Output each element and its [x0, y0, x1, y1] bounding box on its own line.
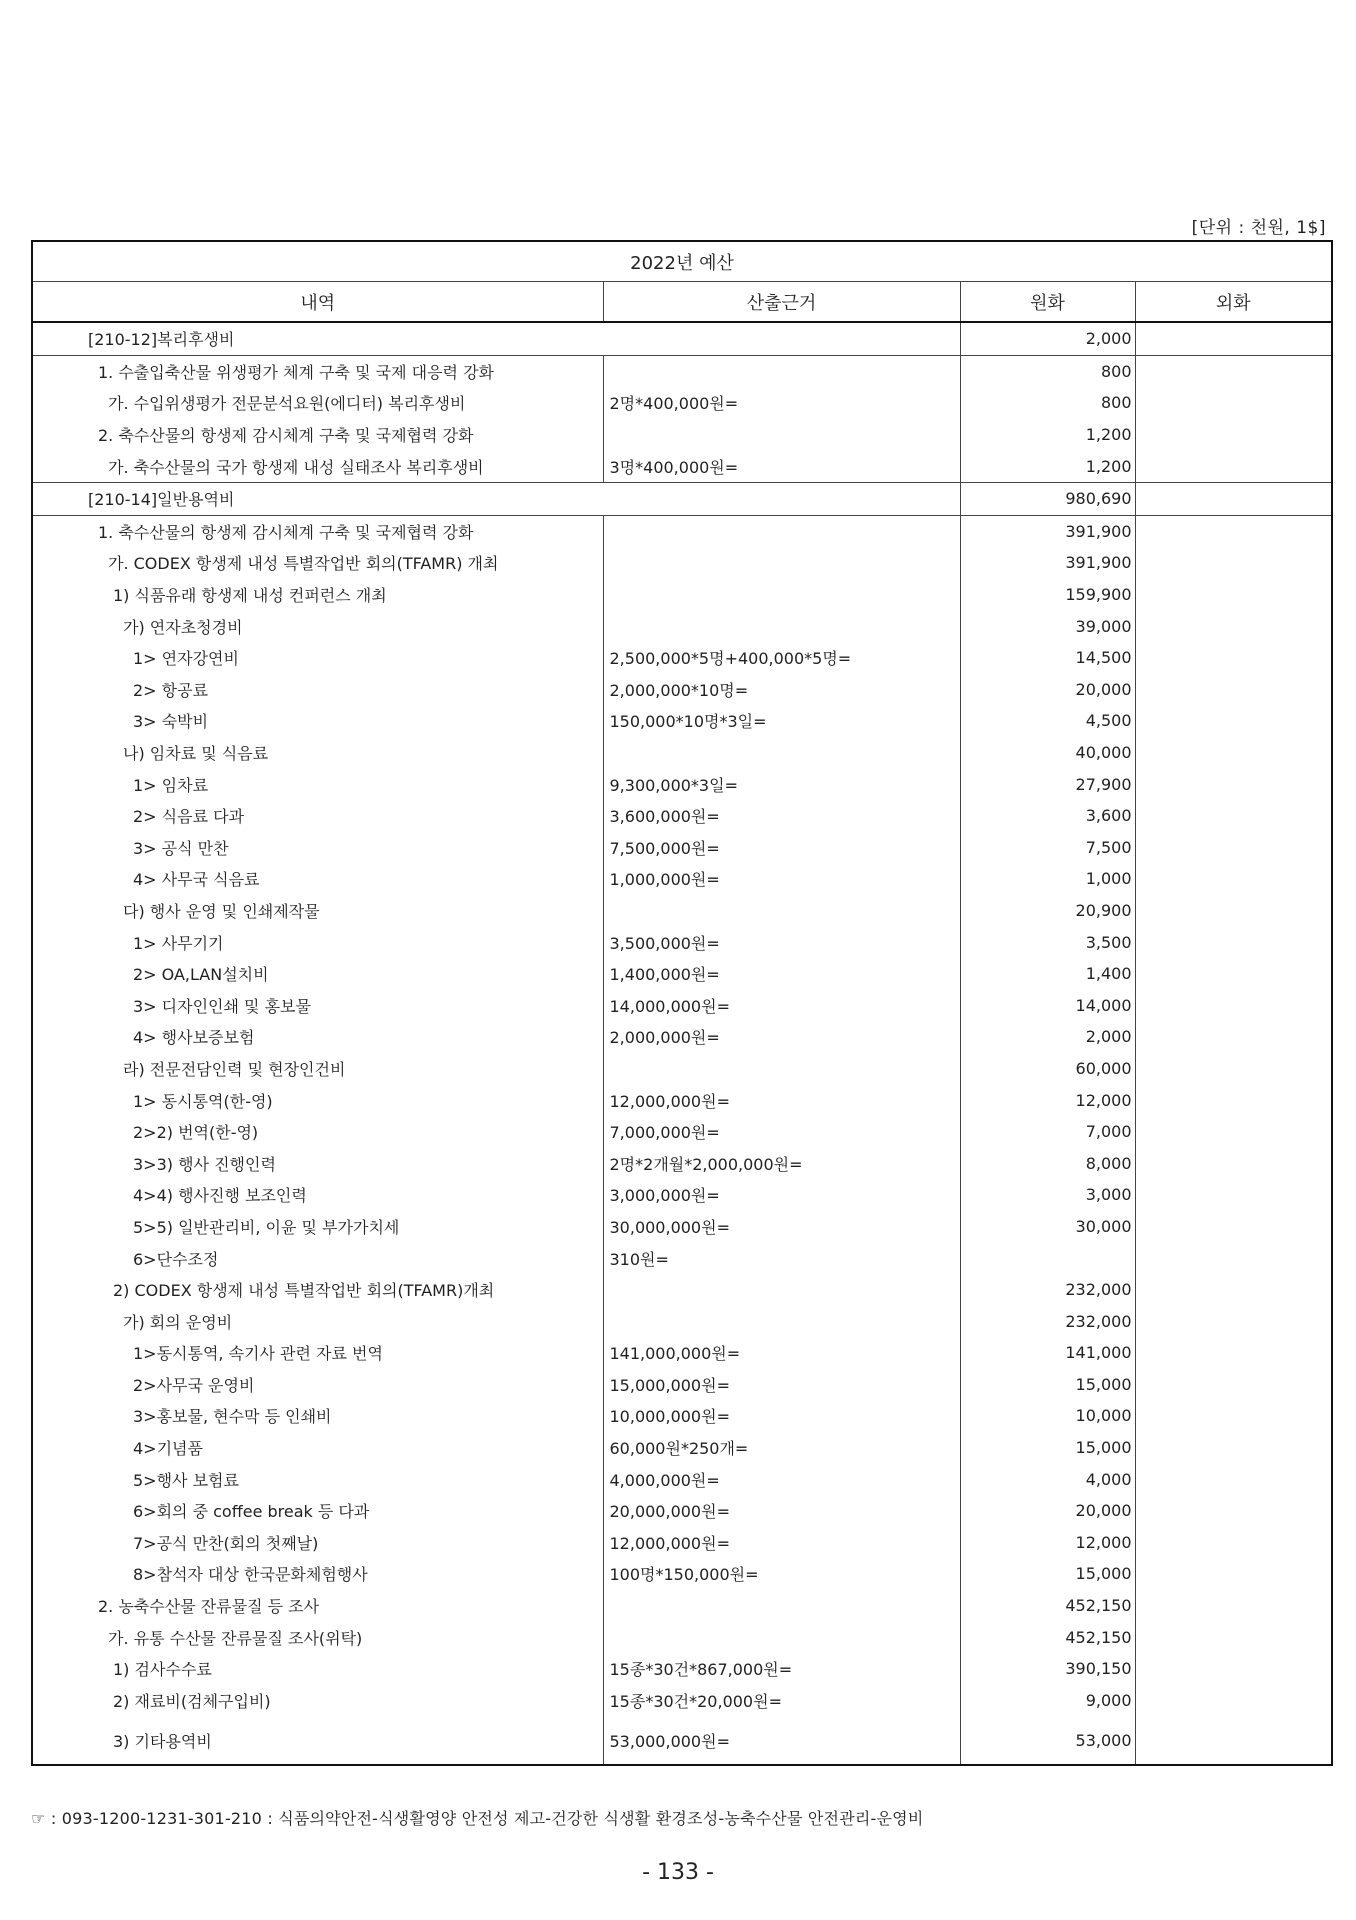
row-description: [210-14]일반용역비	[32, 482, 960, 515]
row-krw: 14,500	[960, 642, 1135, 674]
header-description: 내역	[32, 282, 603, 323]
row-foreign	[1135, 705, 1332, 737]
row-description: 라) 전문전담인력 및 현장인건비	[32, 1053, 603, 1085]
table-row	[32, 1274, 1332, 1306]
row-foreign	[1135, 737, 1332, 769]
row-foreign	[1135, 958, 1332, 990]
row-description: 1) 식품유래 항생제 내성 컨퍼런스 개최	[32, 579, 603, 611]
row-krw: 15,000	[960, 1558, 1135, 1590]
row-description: 3>3) 행사 진행인력	[32, 1147, 603, 1179]
row-foreign	[1135, 1211, 1332, 1243]
row-foreign	[1135, 1527, 1332, 1559]
row-description: 1. 수출입축산물 위생평가 체계 구축 및 국제 대응력 강화	[32, 355, 603, 387]
table-row	[32, 387, 1332, 419]
row-basis	[603, 355, 960, 387]
row-krw: 800	[960, 387, 1135, 419]
row-krw: 20,000	[960, 674, 1135, 706]
row-basis: 7,500,000원=	[603, 832, 960, 864]
row-basis	[603, 515, 960, 547]
table-row	[32, 1463, 1332, 1495]
row-krw: 10,000	[960, 1400, 1135, 1432]
row-description: 가. 축수산물의 국가 항생제 내성 실태조사 복리후생비	[32, 450, 603, 482]
row-krw: 60,000	[960, 1053, 1135, 1085]
table-row	[32, 989, 1332, 1021]
row-foreign	[1135, 515, 1332, 547]
table-row	[32, 1653, 1332, 1685]
row-basis: 2명*400,000원=	[603, 387, 960, 419]
row-foreign	[1135, 832, 1332, 864]
row-foreign	[1135, 1084, 1332, 1116]
row-basis: 14,000,000원=	[603, 989, 960, 1021]
row-basis	[603, 1053, 960, 1085]
table-row	[32, 1400, 1332, 1432]
row-krw: 2,000	[960, 1021, 1135, 1053]
row-basis: 10,000,000원=	[603, 1400, 960, 1432]
table-row	[32, 1337, 1332, 1369]
row-description: 1) 검사수수료	[32, 1653, 603, 1685]
row-basis	[603, 1274, 960, 1306]
page-number: - 133 -	[642, 1860, 714, 1885]
unit-label: [단위 : 천원, 1$]	[1191, 218, 1326, 238]
table-row	[32, 863, 1332, 895]
row-krw	[960, 1242, 1135, 1274]
row-description: 1>동시통역, 속기사 관련 자료 번역	[32, 1337, 603, 1369]
category-row	[32, 322, 1332, 355]
row-foreign	[1135, 1305, 1332, 1337]
table-row	[32, 355, 1332, 387]
row-description: 1> 임차료	[32, 768, 603, 800]
row-foreign	[1135, 1179, 1332, 1211]
row-description: 5>행사 보험료	[32, 1463, 603, 1495]
row-krw: 27,900	[960, 768, 1135, 800]
row-foreign	[1135, 387, 1332, 419]
row-foreign	[1135, 355, 1332, 387]
table-body	[32, 322, 1332, 1765]
row-krw: 2,000	[960, 322, 1135, 355]
table-row	[32, 1716, 1332, 1765]
row-krw: 30,000	[960, 1211, 1135, 1243]
row-description: 3> 숙박비	[32, 705, 603, 737]
row-basis: 4,000,000원=	[603, 1463, 960, 1495]
row-krw: 14,000	[960, 989, 1135, 1021]
row-basis	[603, 547, 960, 579]
row-description: 1> 사무기기	[32, 926, 603, 958]
row-foreign	[1135, 768, 1332, 800]
row-description: 7>공식 만찬(회의 첫째날)	[32, 1527, 603, 1559]
row-basis: 141,000,000원=	[603, 1337, 960, 1369]
row-description: 2. 축수산물의 항생제 감시체계 구축 및 국제협력 강화	[32, 419, 603, 451]
row-basis: 2,500,000*5명+400,000*5명=	[603, 642, 960, 674]
row-foreign	[1135, 800, 1332, 832]
row-krw: 3,000	[960, 1179, 1135, 1211]
row-description: 가. CODEX 항생제 내성 특별작업반 회의(TFAMR) 개최	[32, 547, 603, 579]
table-row	[32, 1053, 1332, 1085]
row-basis: 100명*150,000원=	[603, 1558, 960, 1590]
row-basis: 3,000,000원=	[603, 1179, 960, 1211]
row-krw: 12,000	[960, 1084, 1135, 1116]
row-foreign	[1135, 1274, 1332, 1306]
row-basis	[603, 579, 960, 611]
table-row	[32, 515, 1332, 547]
table-row	[32, 610, 1332, 642]
table-row	[32, 642, 1332, 674]
row-krw: 15,000	[960, 1432, 1135, 1464]
row-foreign	[1135, 989, 1332, 1021]
row-foreign	[1135, 863, 1332, 895]
row-foreign	[1135, 1242, 1332, 1274]
row-krw: 391,900	[960, 547, 1135, 579]
row-krw: 4,500	[960, 705, 1135, 737]
row-description: 2> 항공료	[32, 674, 603, 706]
row-description: 2) CODEX 항생제 내성 특별작업반 회의(TFAMR)개최	[32, 1274, 603, 1306]
table-row	[32, 1147, 1332, 1179]
row-foreign	[1135, 450, 1332, 482]
row-description: 가) 연자초청경비	[32, 610, 603, 642]
row-krw: 452,150	[960, 1621, 1135, 1653]
row-foreign	[1135, 1116, 1332, 1148]
table-row	[32, 768, 1332, 800]
row-krw: 53,000	[960, 1716, 1135, 1765]
row-description: 1> 동시통역(한-영)	[32, 1084, 603, 1116]
row-basis: 53,000,000원=	[603, 1716, 960, 1765]
row-description: 4> 사무국 식음료	[32, 863, 603, 895]
row-foreign	[1135, 1147, 1332, 1179]
row-foreign	[1135, 1053, 1332, 1085]
row-description: 6>단수조정	[32, 1242, 603, 1274]
row-basis: 1,000,000원=	[603, 863, 960, 895]
row-description: 가. 유통 수산물 잔류물질 조사(위탁)	[32, 1621, 603, 1653]
row-krw: 7,500	[960, 832, 1135, 864]
table-row	[32, 737, 1332, 769]
row-foreign	[1135, 1495, 1332, 1527]
row-foreign	[1135, 1621, 1332, 1653]
row-basis: 2,000,000*10명=	[603, 674, 960, 706]
row-foreign	[1135, 1400, 1332, 1432]
row-foreign	[1135, 547, 1332, 579]
table-row	[32, 1179, 1332, 1211]
row-foreign	[1135, 642, 1332, 674]
row-foreign	[1135, 322, 1332, 355]
row-foreign	[1135, 1463, 1332, 1495]
row-description: 3) 기타용역비	[32, 1716, 603, 1765]
row-krw: 141,000	[960, 1337, 1135, 1369]
row-basis	[603, 1590, 960, 1622]
row-krw: 8,000	[960, 1147, 1135, 1179]
row-description: 6>회의 중 coffee break 등 다과	[32, 1495, 603, 1527]
row-krw: 12,000	[960, 1527, 1135, 1559]
row-basis: 3,500,000원=	[603, 926, 960, 958]
row-foreign	[1135, 1021, 1332, 1053]
row-description: 가. 수입위생평가 전문분석요원(에디터) 복리후생비	[32, 387, 603, 419]
row-basis: 150,000*10명*3일=	[603, 705, 960, 737]
row-krw: 390,150	[960, 1653, 1135, 1685]
row-basis: 60,000원*250개=	[603, 1432, 960, 1464]
row-description: 4>기념품	[32, 1432, 603, 1464]
row-foreign	[1135, 1653, 1332, 1685]
row-krw: 452,150	[960, 1590, 1135, 1622]
row-basis	[603, 1305, 960, 1337]
table-row	[32, 832, 1332, 864]
row-krw: 4,000	[960, 1463, 1135, 1495]
table-row	[32, 674, 1332, 706]
row-basis: 12,000,000원=	[603, 1084, 960, 1116]
table-row	[32, 1305, 1332, 1337]
table-row	[32, 1685, 1332, 1717]
row-basis	[603, 737, 960, 769]
table-row	[32, 895, 1332, 927]
table-row	[32, 1211, 1332, 1243]
category-row	[32, 482, 1332, 515]
row-description: 2) 재료비(검체구입비)	[32, 1685, 603, 1717]
row-krw: 232,000	[960, 1274, 1135, 1306]
row-basis: 2명*2개월*2,000,000원=	[603, 1147, 960, 1179]
budget-table-container	[31, 240, 1331, 1766]
row-basis: 15종*30건*20,000원=	[603, 1685, 960, 1717]
row-krw: 20,900	[960, 895, 1135, 927]
row-krw: 800	[960, 355, 1135, 387]
row-basis: 15종*30건*867,000원=	[603, 1653, 960, 1685]
row-krw: 20,000	[960, 1495, 1135, 1527]
row-description: 3> 디자인인쇄 및 홍보물	[32, 989, 603, 1021]
table-title: 2022년 예산	[32, 241, 1332, 282]
row-foreign	[1135, 1369, 1332, 1401]
row-basis: 7,000,000원=	[603, 1116, 960, 1148]
table-row	[32, 579, 1332, 611]
footnote: ☞ : 093-1200-1231-301-210 : 식품의약안전-식생활영양 안전성 제고-건강한 식생활 환경조성-농축수산물 안전관리-운영비	[31, 1809, 924, 1828]
table-row	[32, 926, 1332, 958]
row-krw: 1,200	[960, 419, 1135, 451]
row-krw: 40,000	[960, 737, 1135, 769]
table-row	[32, 547, 1332, 579]
row-krw: 232,000	[960, 1305, 1135, 1337]
row-krw: 391,900	[960, 515, 1135, 547]
table-row	[32, 419, 1332, 451]
row-foreign	[1135, 579, 1332, 611]
row-foreign	[1135, 610, 1332, 642]
table-row	[32, 1369, 1332, 1401]
table-row	[32, 800, 1332, 832]
row-description: 1> 연자강연비	[32, 642, 603, 674]
table-row	[32, 1084, 1332, 1116]
table-row	[32, 1495, 1332, 1527]
row-foreign	[1135, 1432, 1332, 1464]
row-foreign	[1135, 895, 1332, 927]
row-basis: 9,300,000*3일=	[603, 768, 960, 800]
row-basis: 20,000,000원=	[603, 1495, 960, 1527]
row-basis: 15,000,000원=	[603, 1369, 960, 1401]
table-row	[32, 1527, 1332, 1559]
row-description: 2. 농축수산물 잔류물질 등 조사	[32, 1590, 603, 1622]
row-description: 4>4) 행사진행 보조인력	[32, 1179, 603, 1211]
table-row	[32, 1558, 1332, 1590]
row-foreign	[1135, 1558, 1332, 1590]
row-description: 2>사무국 운영비	[32, 1369, 603, 1401]
row-basis: 1,400,000원=	[603, 958, 960, 990]
row-foreign	[1135, 1685, 1332, 1717]
row-basis: 3,600,000원=	[603, 800, 960, 832]
row-description: 나) 임차료 및 식음료	[32, 737, 603, 769]
row-krw: 1,000	[960, 863, 1135, 895]
table-row	[32, 1021, 1332, 1053]
row-description: 4> 행사보증보험	[32, 1021, 603, 1053]
row-basis	[603, 419, 960, 451]
row-basis: 12,000,000원=	[603, 1527, 960, 1559]
table-row	[32, 1621, 1332, 1653]
row-basis	[603, 610, 960, 642]
budget-table	[31, 240, 1333, 1766]
row-basis: 30,000,000원=	[603, 1211, 960, 1243]
table-row	[32, 1432, 1332, 1464]
row-description: 5>5) 일반관리비, 이윤 및 부가가치세	[32, 1211, 603, 1243]
row-krw: 1,200	[960, 450, 1135, 482]
row-foreign	[1135, 926, 1332, 958]
row-basis: 3명*400,000원=	[603, 450, 960, 482]
row-foreign	[1135, 674, 1332, 706]
row-description: 8>참석자 대상 한국문화체험행사	[32, 1558, 603, 1590]
row-description: 1. 축수산물의 항생제 감시체계 구축 및 국제협력 강화	[32, 515, 603, 547]
row-description: 2>2) 번역(한-영)	[32, 1116, 603, 1148]
table-row	[32, 450, 1332, 482]
row-krw: 980,690	[960, 482, 1135, 515]
table-row	[32, 1242, 1332, 1274]
row-foreign	[1135, 419, 1332, 451]
row-krw: 159,900	[960, 579, 1135, 611]
row-krw: 39,000	[960, 610, 1135, 642]
header-basis: 산출근거	[603, 282, 960, 323]
row-foreign	[1135, 1590, 1332, 1622]
header-krw: 원화	[960, 282, 1135, 323]
row-krw: 15,000	[960, 1369, 1135, 1401]
table-row	[32, 958, 1332, 990]
row-foreign	[1135, 482, 1332, 515]
table-row	[32, 1590, 1332, 1622]
row-krw: 9,000	[960, 1685, 1135, 1717]
row-description: 다) 행사 운영 및 인쇄제작물	[32, 895, 603, 927]
row-basis: 2,000,000원=	[603, 1021, 960, 1053]
table-row	[32, 1116, 1332, 1148]
row-description: 가) 회의 운영비	[32, 1305, 603, 1337]
row-basis	[603, 1621, 960, 1653]
row-description: 3> 공식 만찬	[32, 832, 603, 864]
row-basis: 310원=	[603, 1242, 960, 1274]
row-krw: 3,500	[960, 926, 1135, 958]
row-description: [210-12]복리후생비	[32, 322, 960, 355]
header-foreign: 외화	[1135, 282, 1332, 323]
row-foreign	[1135, 1716, 1332, 1765]
row-basis	[603, 895, 960, 927]
row-description: 2> 식음료 다과	[32, 800, 603, 832]
row-krw: 1,400	[960, 958, 1135, 990]
row-foreign	[1135, 1337, 1332, 1369]
row-description: 3>홍보물, 현수막 등 인쇄비	[32, 1400, 603, 1432]
table-row	[32, 705, 1332, 737]
row-krw: 3,600	[960, 800, 1135, 832]
row-krw: 7,000	[960, 1116, 1135, 1148]
row-description: 2> OA,LAN설치비	[32, 958, 603, 990]
